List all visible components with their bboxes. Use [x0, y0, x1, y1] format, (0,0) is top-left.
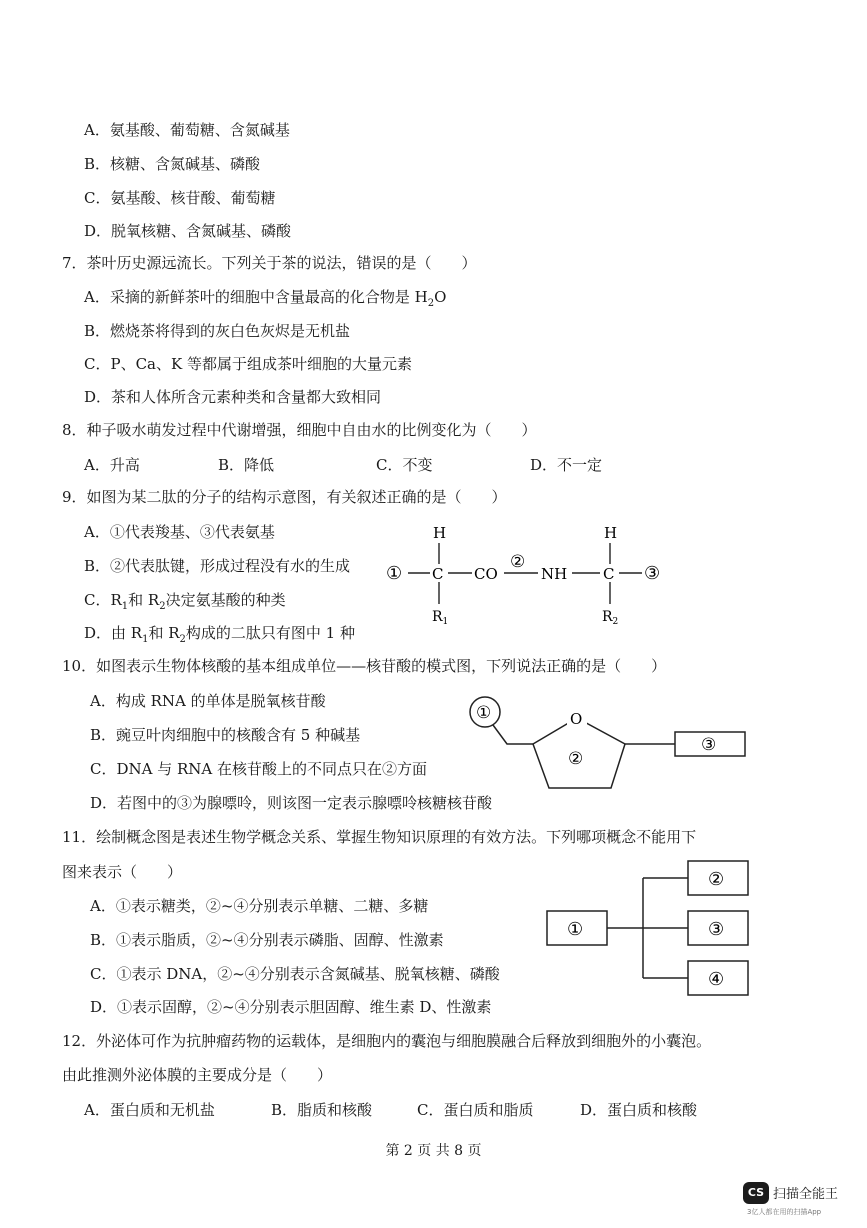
- q9-option-c: C．$R_1$和 $R_2$决定氨基酸的种类: [84, 591, 286, 612]
- dipeptide-diagram: [380, 518, 680, 628]
- q11-stem-line2: 图来表示（ ）: [62, 863, 183, 881]
- q7-option-d: D．茶和人体所含元素种类和含量都大致相同: [84, 388, 382, 406]
- q7-option-a: A．采摘的新鲜茶叶的细胞中含量最高的化合物是 $H_2O$: [84, 288, 447, 309]
- nucleotide-label-2: ②: [568, 749, 584, 769]
- q10-option-c: C．DNA 与 RNA 在核苷酸上的不同点只在②方面: [90, 760, 428, 778]
- q6-option-b: B．核糖、含氮碱基、磷酸: [84, 155, 261, 173]
- q11-option-a: A．①表示糖类，②~④分别表示单糖、二糖、多糖: [90, 897, 429, 915]
- dipeptide-label-3: ③: [644, 563, 661, 584]
- dipeptide-label-2: ②: [510, 552, 526, 572]
- q10-option-a: A．构成 RNA 的单体是脱氧核苷酸: [90, 692, 326, 710]
- dipeptide-c1: C: [432, 565, 444, 583]
- concept-map-diagram: [545, 858, 755, 1008]
- q11-option-c: C．①表示 DNA，②~④分别表示含氮碱基、脱氧核糖、磷酸: [90, 965, 500, 983]
- nucleotide-diagram: [465, 692, 755, 802]
- q6-option-c: C．氨基酸、核苷酸、葡萄糖: [84, 189, 276, 207]
- q10-option-b: B．豌豆叶肉细胞中的核酸含有 5 种碱基: [90, 726, 361, 744]
- q6-option-d: D．脱氧核糖、含氮碱基、磷酸: [84, 222, 292, 240]
- nucleotide-label-3: ③: [701, 735, 717, 755]
- q9-option-d: D．由 $R_1$和 $R_2$构成的二肽只有图中 1 种: [84, 624, 355, 645]
- dipeptide-h1: H: [433, 524, 447, 542]
- dipeptide-label-1: ①: [386, 563, 403, 584]
- concept-label-4: ④: [708, 969, 725, 990]
- watermark-name: 扫描全能王: [773, 1187, 839, 1202]
- q9-option-b: B．②代表肽键，形成过程没有水的生成: [84, 557, 351, 575]
- q9-option-a: A．①代表羧基、③代表氨基: [84, 523, 275, 541]
- q12-option-a: A．蛋白质和无机盐: [84, 1101, 215, 1119]
- q12-option-d: D．蛋白质和核酸: [580, 1101, 698, 1119]
- q12-stem-line1: 12．外泌体可作为抗肿瘤药物的运载体，是细胞内的囊泡与细胞膜融合后释放到细胞外的小囊泡。: [62, 1032, 712, 1050]
- q9-stem: 9．如图为某二肽的分子的结构示意图，有关叙述正确的是（ ）: [62, 488, 507, 506]
- dipeptide-h2: H: [604, 524, 618, 542]
- page-number: 第 2 页 共 8 页: [385, 1143, 482, 1159]
- dipeptide-co: CO: [474, 565, 498, 583]
- dipeptide-r1: $R_1$: [432, 609, 449, 627]
- q12-option-b: B．脂质和核酸: [271, 1101, 373, 1119]
- q7-option-b: B．燃烧茶将得到的灰白色灰烬是无机盐: [84, 322, 351, 340]
- q12-stem-line2: 由此推测外泌体膜的主要成分是（ ）: [62, 1066, 333, 1084]
- q11-option-b: B．①表示脂质，②~④分别表示磷脂、固醇、性激素: [90, 931, 444, 949]
- concept-label-2: ②: [708, 869, 725, 890]
- q7-stem: 7．茶叶历史源远流长。下列关于茶的说法，错误的是（ ）: [62, 254, 477, 272]
- q11-stem-line1: 11．绘制概念图是表述生物学概念关系、掌握生物知识原理的有效方法。下列哪项概念不能用下: [62, 828, 697, 846]
- dipeptide-r2: $R_2$: [602, 609, 619, 627]
- nucleotide-oxygen: O: [570, 710, 583, 728]
- nucleotide-label-1: ①: [476, 703, 492, 723]
- concept-label-1: ①: [567, 919, 584, 940]
- q8-stem: 8．种子吸水萌发过程中代谢增强，细胞中自由水的比例变化为（ ）: [62, 421, 537, 439]
- q10-stem: 10．如图表示生物体核酸的基本组成单位——核苷酸的模式图，下列说法正确的是（ ）: [62, 657, 667, 675]
- q11-option-d: D．①表示固醇，②~④分别表示胆固醇、维生素 D、性激素: [90, 998, 492, 1016]
- dipeptide-nh: NH: [541, 565, 568, 583]
- q6-option-a: A．氨基酸、葡萄糖、含氮碱基: [84, 121, 290, 139]
- dipeptide-c2: C: [603, 565, 615, 583]
- q12-option-c: C．蛋白质和脂质: [417, 1101, 534, 1119]
- camscanner-logo-icon: CS: [743, 1182, 769, 1204]
- q7-option-c: C．P、Ca、K 等都属于组成茶叶细胞的大量元素: [84, 355, 412, 373]
- q8-option-d: D．不一定: [530, 456, 603, 474]
- q8-option-a: A．升高: [84, 456, 140, 474]
- scanner-watermark: [743, 1180, 853, 1220]
- q10-option-d: D．若图中的③为腺嘌呤，则该图一定表示腺嘌呤核糖核苷酸: [90, 794, 493, 812]
- q8-option-c: C．不变: [376, 456, 433, 474]
- q8-option-b: B．降低: [218, 456, 275, 474]
- concept-label-3: ③: [708, 919, 725, 940]
- watermark-tagline: 3亿人都在用的扫描App: [747, 1208, 822, 1216]
